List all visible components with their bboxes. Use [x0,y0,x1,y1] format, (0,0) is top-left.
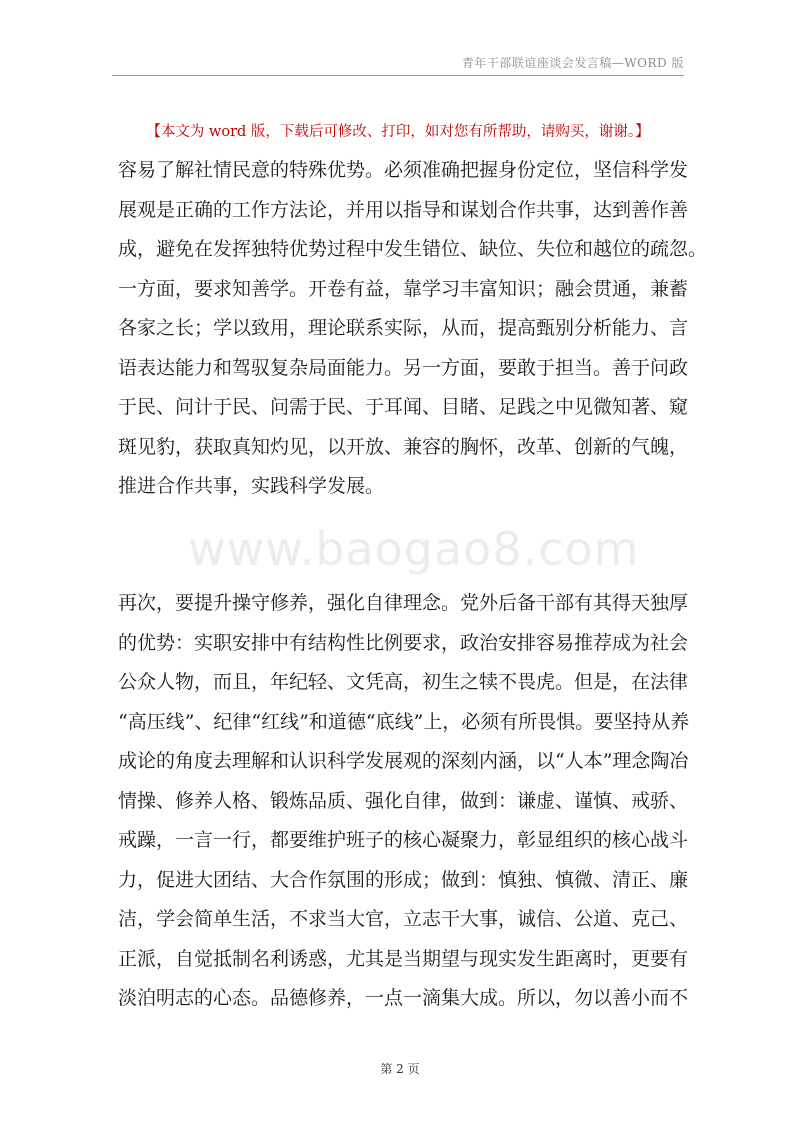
text-line: 成论的角度去理解和认识科学发展观的深刻内涵，以“人本”理念陶冶 [118,750,689,772]
text-line: 公众人物，而且，年纪轻、文凭高，初生之犊不畏虎。但是，在法律 [118,671,689,693]
text-line: 淡泊明志的心态。品德修养，一点一滴集大成。所以，勿以善小而不 [118,987,689,1009]
paragraph-1 [118,151,708,507]
text-line: 再次，要提升操守修养，强化自律理念。党外后备干部有其得天独厚 [118,592,689,614]
text-line: 容易了解社情民意的特殊优势。必须准确把握身份定位，坚信科学发 [118,159,689,181]
text-line: 斑见豹，获取真知灼见，以开放、兼容的胸怀，改革、创新的气魄， [118,435,689,458]
text-line: 于民、问计于民、问需于民、于耳闻、目睹、足践之中见微知著、窥 [118,396,689,418]
text-line: 各家之长；学以致用，理论联系实际，从而，提高甄别分析能力、言 [118,317,689,339]
text-line: 情操、修养人格、锻炼品质、强化自律，做到：谦虚、谨慎、戒骄、 [118,789,689,812]
text-line: 洁，学会简单生活，不求当大官，立志干大事，诚信、公道、克己、 [118,908,689,930]
text-line: 成，避免在发挥独特优势过程中发生错位、缺位、失位和越位的疏忽。 [118,238,708,260]
paragraph-2 [118,584,688,1019]
text-line: 语表达能力和驾驭复杂局面能力。另一方面，要敢于担当。善于问政 [118,356,689,379]
text-line: 展观是正确的工作方法论，并用以指导和谋划合作共事，达到善作善 [118,198,689,221]
watermark: www.baogao8.com [188,522,640,576]
page-number: 第 2 页 [380,1062,420,1076]
text-line: “高压线”、纪律“红线”和道德“底线”上，必须有所畏惧。要坚持从养 [118,710,690,733]
page-header: 青年干部联谊座谈会发言稿—WORD 版 [112,54,684,76]
text-line: 力，促进大团结、大合作氛围的形成；做到：慎独、慎微、清正、廉 [118,868,689,891]
text-line: 戒躁，一言一行，都要维护班子的核心凝聚力，彰显组织的核心战斗 [118,829,689,851]
text-line: 的优势：实职安排中有结构性比例要求，政治安排容易推荐成为社会 [118,631,689,654]
text-line: 正派，自觉抵制名利诱惑，尤其是当期望与现实发生距离时，更要有 [118,947,689,970]
download-notice: 【本文为 word 版，下载后可修改、打印，如对您有所帮助，请购买，谢谢。】 [146,124,650,140]
text-line: 一方面，要求知善学。开卷有益，靠学习丰富知识；融会贯通，兼蓄 [118,277,689,300]
text-line: 推进合作共事，实践科学发展。 [118,475,385,497]
